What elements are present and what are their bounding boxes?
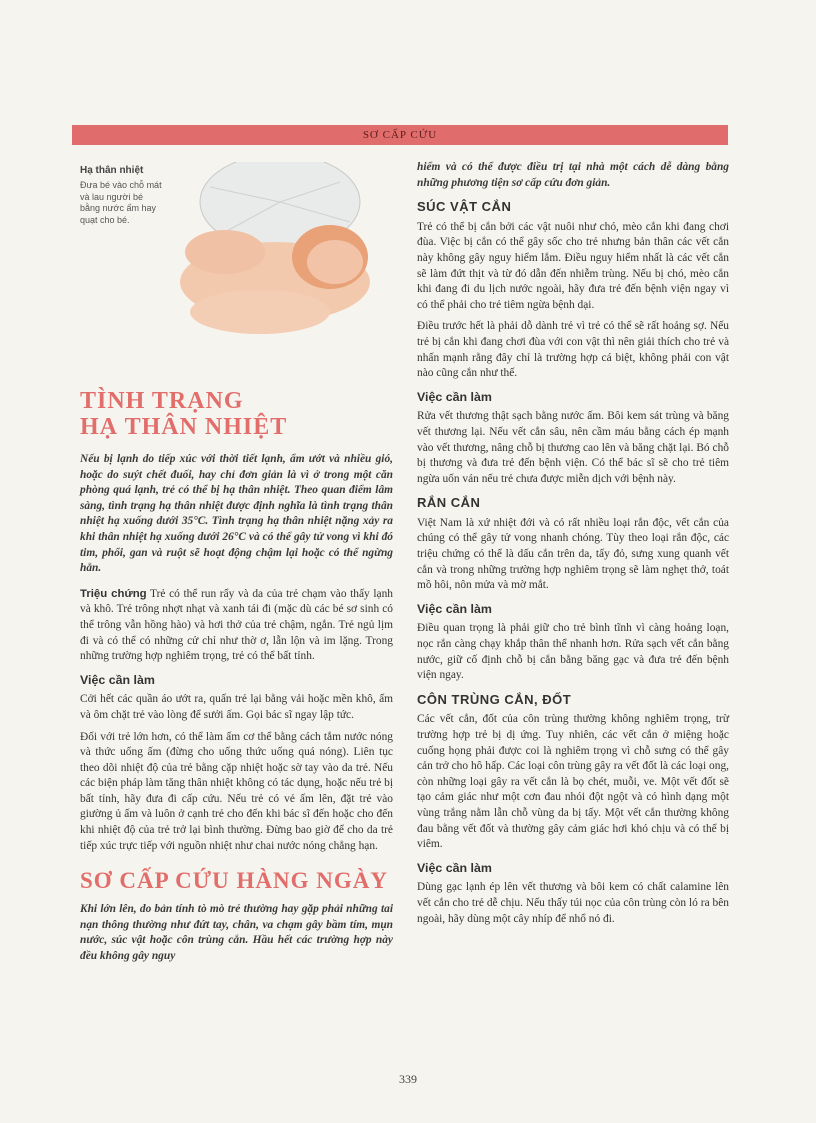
snake-bite-todo-heading: Việc cần làm — [417, 601, 492, 616]
baby-photo — [165, 162, 375, 340]
animal-bite-todo: Rửa vết thương thật sạch bằng nước ấm. Bôi kem sát trùng và băng vết thương lại. Nếu vết cắn sâu, nên cầm máu bằng cách ép mạnh vào vết thương, nâng chỗ bị thương cao lên và băng chặt lại. Bó chỗ bị thương và đưa trẻ đến bệnh viện. Có thể bác sĩ sẽ cho trẻ tiêm ngừa uốn ván nếu trẻ chưa được miễn dịch với bệnh này. — [417, 410, 729, 485]
main-title-line2: HẠ THÂN NHIỆT — [80, 414, 288, 440]
snake-bite-todo: Điều quan trọng là phải giữ cho trẻ bình tĩnh vì càng hoảng loạn, nọc rắn càng chạy khắp thân thể nhanh hơn. Rửa sạch vết cắn bằng nước, giữ cố định chỗ bị cắn bằng băng gạc và đưa trẻ đến bệnh viện ngay. — [417, 622, 729, 682]
snake-bite-heading: RẮN CẮN — [417, 495, 481, 511]
left-column — [80, 388, 393, 971]
photo-caption-title: Hạ thân nhiệt — [80, 165, 144, 176]
page-number: 339 — [399, 1072, 417, 1086]
animal-bite-heading: SÚC VẬT CẮN — [417, 199, 512, 215]
section-header-title: SƠ CẤP CỨU — [362, 129, 438, 141]
snake-bite-paragraph: Việt Nam là xứ nhiệt đới và có rất nhiều loại rắn độc, vết cắn của chúng có thể gây tử vong nhanh chóng. Tùy theo loại rắn độc, các triệu chứng có thể là dấu cắn trên da, tấy đỏ, sưng xung quanh vết cắn và trong những trường hợp nghiêm trọng sẽ làm nghẹt thở, toát mồ hôi, nôn mửa và mờ mắt. — [417, 516, 729, 592]
insect-bite-todo: Dùng gạc lạnh ép lên vết thương và bôi kem có chất calamine lên vết cắn cho trẻ dễ chịu. Nếu thấy túi nọc của côn trùng còn ló ra bên ngoài, hãy dùng một cây nhíp để nhổ nó đi. — [417, 881, 729, 925]
section2-lead: Khi lớn lên, do bản tính tò mò trẻ thường hay gặp phải những tai nạn thông thường như đứt tay, chân, va chạm gây bầm tím, mụn nước, súc vật hoặc côn trùng cắn. Hầu hết các trường hợp này đều không gây nguy — [80, 903, 393, 963]
animal-bite-todo-heading: Việc cần làm — [417, 389, 492, 404]
section-header-bar — [72, 125, 728, 145]
main-title-line1: TÌNH TRẠNG — [80, 388, 244, 414]
insect-bite-paragraph: Các vết cắn, đốt của côn trùng thường không nghiêm trọng, trừ trường hợp trẻ bị dị ứng. Tuy nhiên, các vết cắn ở miệng hoặc cuống họng phải được coi là nghiêm trọng vì chỗ sưng có thể gây cản trở cho hô hấp. Các loại côn trùng gây ra vết đốt là các loại ong, còn những loại gây ra vết cắn là bọ chét, muỗi, ve. Một vết đốt sẽ tạo cảm giác như một cơn đau nhói đột ngột và có hình dạng một vùng trắng nằm lẫn chỗ vùng da bị tấy. Một vết cắn thường không đau bằng vết đốt và thường gây cảm giác hơi khó chịu và có thể bị viêm. — [417, 713, 729, 851]
symptoms-label: Triệu chứng — [80, 587, 147, 600]
right-column — [417, 160, 729, 933]
animal-bite-paragraph-2: Điều trước hết là phải dỗ dành trẻ vì trẻ có thể sẽ rất hoảng sợ. Nếu trẻ bị cắn khi đang chơi đùa với con vật thì nên giải thích cho trẻ và nhấn mạnh rằng đây chỉ là trường hợp cá biệt, không phải con vật nào cũng cắn như thế. — [417, 320, 729, 380]
animal-bite-paragraph-1: Trẻ có thể bị cắn bởi các vật nuôi như chó, mèo cắn khi đang chơi đùa. Việc bị cắn có thể gây sốc cho trẻ nhưng bản thân các vết cắn này không gây nguy hiểm lắm. Điều nguy hiểm nhất là các vết cắn sẽ làm đứt thịt và từ đó dẫn đến nhiễm trùng. Nếu bị chó, mèo cắn khi đang đi du lịch nước ngoài, hãy đưa trẻ đến bệnh viện ngay vì có thể phải cho trẻ tiêm ngừa bệnh dại. — [417, 220, 729, 311]
lead-continuation: hiểm và có thể được điều trị tại nhà một cách dễ dàng bằng những phương tiện sơ cấp cứu đơn giản. — [417, 161, 729, 189]
photo-caption-text: Đưa bé vào chỗ mát và lau người bé bằng nước ấm hay quạt cho bé. — [80, 180, 162, 225]
insect-bite-todo-heading: Việc cần làm — [417, 860, 492, 875]
intro-paragraph: Nếu bị lạnh do tiếp xúc với thời tiết lạnh, ẩm ướt và nhiều gió, hoặc do suýt chết đuối, hay chỉ đơn giản là vì ở trong một căn phòng quá lạnh, trẻ có thể bị hạ thân nhiệt. Theo quan điểm lâm sàng, tình trạng hạ thân nhiệt được định nghĩa là tình trạng thân nhiệt hạ xuống dưới 35°C. Tình trạng hạ thân nhiệt nặng xảy ra khi thân nhiệt hạ xuống dưới 26°C và có thể gây tử vong vì khi đó tim, phổi, gan và ruột sẽ hoạt động chậm lại hoặc có thể ngừng hẳn. — [80, 453, 393, 575]
todo-paragraph-1: Cởi hết các quần áo ướt ra, quấn trẻ lại bằng vải hoặc mền khô, ấm và ôm chặt trẻ vào lòng để sưởi ấm. Gọi bác sĩ ngay lập tức. — [80, 693, 393, 721]
todo-heading: Việc cần làm — [80, 672, 155, 687]
insect-bite-heading: CÔN TRÙNG CẮN, ĐỐT — [417, 691, 572, 707]
symptoms-paragraph — [80, 587, 393, 665]
todo-paragraph-2: Đối với trẻ lớn hơn, có thể làm ấm cơ thể bằng cách tắm nước nóng và thức uống ấm (đừng cho uống thức uống quá nóng). Liên tục theo dõi nhiệt độ của trẻ bằng cặp nhiệt hoặc sờ tay vào da trẻ. Nếu các biện pháp làm tăng thân nhiệt không có tác dụng, hoặc nếu trẻ bị bất tỉnh, hãy đưa đi cấp cứu. Nếu trẻ có vẻ ấm lên, đặt trẻ vào giường ủ ấm và luôn ở cạnh trẻ cho đến khi bác sĩ đến hoặc cho đến khi nhiệt độ của trẻ trở lại bình thường. Đừng bao giờ để cho da trẻ tiếp xúc trực tiếp với nguồn nhiệt như chai nước nóng chẳng hạn. — [80, 730, 393, 852]
symptoms-text: Trẻ có thể run rẩy và da của trẻ chạm vào thấy lạnh và khô. Trẻ trông nhợt nhạt và xanh tái đi (mặc dù các bé sơ sinh có thể trông vẫn hồng hào) và hơi thở của trẻ chậm, ngắn. Trẻ ngủ lịm đi và có thể có những cử chỉ như thờ ơ, lẫn lộn và im lặng. Trong những trường hợp nghiêm trọng, trẻ có thể bất tỉnh. — [80, 587, 393, 663]
section2-title: SƠ CẤP CỨU HÀNG NGÀY — [80, 868, 388, 894]
